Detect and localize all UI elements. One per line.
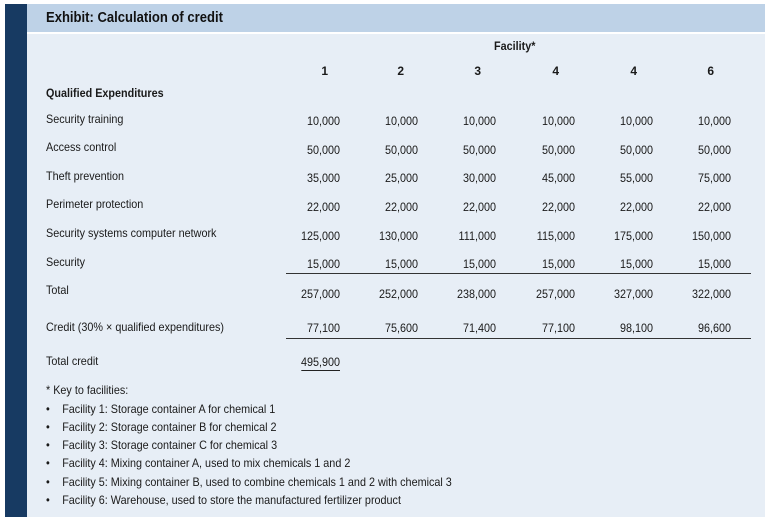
table-cell: 111,000 <box>458 229 496 243</box>
total-credit-label: Total credit <box>46 354 99 368</box>
facility-header: Facility* <box>494 39 536 53</box>
table-cell: 50,000 <box>384 143 418 157</box>
total-cell: 327,000 <box>613 287 653 301</box>
table-cell: 10,000 <box>462 114 496 128</box>
table-cell: 25,000 <box>384 171 418 185</box>
row-label: Security <box>46 255 86 269</box>
column-header: 4 <box>630 64 637 78</box>
table-cell: 150,000 <box>691 229 731 243</box>
credit-rule <box>286 338 751 339</box>
total-cell: 238,000 <box>456 287 496 301</box>
key-item: • Facility 4: Mixing container A, used to mix chemicals 1 and 2 <box>46 456 351 470</box>
total-cell: 257,000 <box>300 287 340 301</box>
key-item: • Facility 6: Warehouse, used to store the manufactured fertilizer product <box>46 493 401 507</box>
total-cell: 252,000 <box>378 287 418 301</box>
key-item-text: Facility 6: Warehouse, used to store the manufactured fertilizer product <box>62 493 401 507</box>
key-item-text: Facility 3: Storage container C for chemical 3 <box>62 438 278 452</box>
key-item: • Facility 1: Storage container A for chemical 1 <box>46 402 276 416</box>
table-cell: 22,000 <box>306 200 340 214</box>
key-item-text: Facility 2: Storage container B for chemical 2 <box>62 420 277 434</box>
credit-cell: 77,100 <box>541 321 575 335</box>
row-label: Security training <box>46 112 124 126</box>
credit-label: Credit (30% × qualified expenditures) <box>46 320 225 334</box>
section-label: Qualified Expenditures <box>46 86 164 100</box>
total-cell: 257,000 <box>535 287 575 301</box>
table-cell: 50,000 <box>697 143 731 157</box>
table-cell: 30,000 <box>462 171 496 185</box>
title-bar <box>27 4 765 34</box>
table-cell: 50,000 <box>541 143 575 157</box>
total-credit-amount: 495,900 <box>300 355 340 369</box>
credit-cell: 98,100 <box>619 321 653 335</box>
row-label: Theft prevention <box>46 169 125 183</box>
table-cell: 15,000 <box>384 257 418 271</box>
table-cell: 50,000 <box>462 143 496 157</box>
key-item-text: Facility 1: Storage container A for chemical 1 <box>62 402 276 416</box>
row-label: Perimeter protection <box>46 197 144 211</box>
table-cell: 10,000 <box>541 114 575 128</box>
credit-cell: 77,100 <box>306 321 340 335</box>
total-rule <box>286 273 751 274</box>
table-cell: 130,000 <box>378 229 418 243</box>
table-cell: 22,000 <box>541 200 575 214</box>
row-label: Access control <box>46 140 117 154</box>
table-cell: 35,000 <box>306 171 340 185</box>
table-cell: 15,000 <box>306 257 340 271</box>
table-cell: 50,000 <box>306 143 340 157</box>
total-label: Total <box>46 283 69 297</box>
table-cell: 22,000 <box>619 200 653 214</box>
table-cell: 15,000 <box>541 257 575 271</box>
credit-cell: 75,600 <box>384 321 418 335</box>
key-item-text: Facility 4: Mixing container A, used to mix chemicals 1 and 2 <box>62 456 351 470</box>
key-item: • Facility 3: Storage container C for chemical 3 <box>46 438 278 452</box>
total-credit-value <box>277 355 340 369</box>
table-cell: 15,000 <box>462 257 496 271</box>
key-item: • Facility 5: Mixing container B, used to combine chemicals 1 and 2 with chemical 3 <box>46 475 452 489</box>
table-cell: 22,000 <box>462 200 496 214</box>
total-cell: 322,000 <box>691 287 731 301</box>
key-heading: * Key to facilities: <box>46 383 129 397</box>
row-label: Security systems computer network <box>46 226 217 240</box>
key-item: • Facility 2: Storage container B for chemical 2 <box>46 420 277 434</box>
table-cell: 115,000 <box>536 229 575 243</box>
table-cell: 55,000 <box>619 171 653 185</box>
column-header: 4 <box>552 64 559 78</box>
table-cell: 10,000 <box>619 114 653 128</box>
credit-cell: 71,400 <box>462 321 496 335</box>
column-header: 1 <box>321 64 328 78</box>
table-cell: 10,000 <box>384 114 418 128</box>
table-cell: 50,000 <box>619 143 653 157</box>
table-cell: 45,000 <box>541 171 575 185</box>
table-cell: 10,000 <box>697 114 731 128</box>
table-cell: 22,000 <box>384 200 418 214</box>
column-header: 6 <box>707 64 714 78</box>
credit-cell: 96,600 <box>697 321 731 335</box>
accent-sidebar <box>5 4 27 517</box>
key-item-text: Facility 5: Mixing container B, used to combine chemicals 1 and 2 with chemical 3 <box>62 475 452 489</box>
column-header: 3 <box>474 64 481 78</box>
table-cell: 15,000 <box>697 257 731 271</box>
exhibit-title: Exhibit: Calculation of credit <box>46 10 223 26</box>
table-cell: 125,000 <box>300 229 340 243</box>
table-cell: 22,000 <box>697 200 731 214</box>
table-cell: 75,000 <box>697 171 731 185</box>
table-cell: 10,000 <box>306 114 340 128</box>
table-cell: 15,000 <box>619 257 653 271</box>
table-cell: 175,000 <box>613 229 653 243</box>
column-header: 2 <box>397 64 404 78</box>
